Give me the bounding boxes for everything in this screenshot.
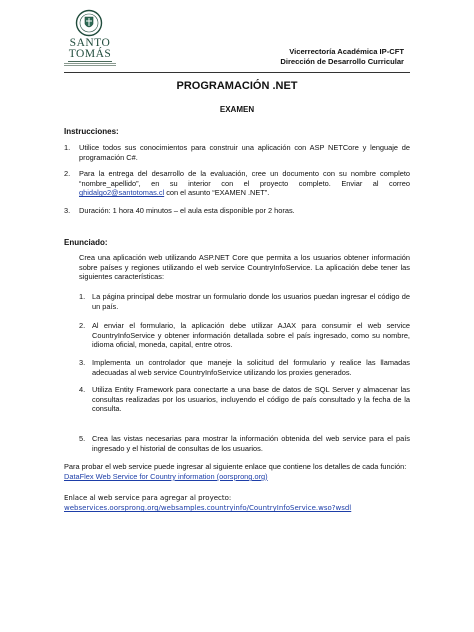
- document-title: PROGRAMACIÓN .NET: [176, 80, 298, 92]
- instruction-item-3: Duración: 1 hora 40 minutos – el aula esta disponible por 2 horas.: [79, 206, 295, 215]
- header-direccion: Dirección de Desarrollo Curricular: [280, 57, 404, 66]
- instructions-heading: Instrucciones:: [64, 127, 119, 136]
- instruction-number: 3.: [64, 206, 71, 215]
- logo-subtitle-lines: [64, 63, 116, 67]
- wsdl-link[interactable]: webservices.oorsprong.org/websamples.countryinfo/CountryInfoService.wso?wsdl: [64, 504, 352, 512]
- enunciado-heading: Enunciado:: [64, 238, 108, 247]
- requirement-number: 4.: [79, 385, 86, 394]
- instruction-number: 1.: [64, 143, 71, 152]
- requirement-number: 2.: [79, 321, 86, 330]
- header-divider: [64, 72, 410, 73]
- requirement-item-2: Al enviar el formulario, la aplicación debe utilizar AJAX para consumir el web service CountryInfoService y obtener información detallada sobre el país ingresado, como su nombre, idioma oficial, moneda, capital, entre otros.: [92, 321, 410, 350]
- instruction-number: 2.: [64, 169, 71, 178]
- add-webservice-text: Enlace al web service para agregar al proyecto:: [64, 494, 232, 502]
- dataflex-web-service-link[interactable]: DataFlex Web Service for Country information (oorsprong.org): [64, 472, 268, 481]
- requirement-item-4: Utiliza Entity Framework para conectarte a una base de datos de SQL Server y almacenar las consultas realizadas por los usuarios, incluyendo el código de país consultado y la fecha de la consulta.: [92, 385, 410, 414]
- instruction-item-1: Utilice todos sus conocimientos para construir una aplicación con ASP NETCore y lenguaje de programación C#.: [79, 143, 410, 162]
- header-vicerrectoria: Vicerrectoría Académica IP-CFT: [289, 47, 404, 56]
- requirement-number: 1.: [79, 292, 86, 301]
- santo-tomas-seal-icon: [75, 9, 103, 37]
- requirement-item-5: Crea las vistas necesarias para mostrar la información obtenida del web service para el país ingresado y el historial de consultas de los usuarios.: [92, 434, 410, 453]
- requirement-item-1: La página principal debe mostrar un formulario donde los usuarios puedan ingresar el código de un país.: [92, 292, 410, 311]
- requirement-number: 3.: [79, 358, 86, 367]
- requirement-number: 5.: [79, 434, 86, 443]
- logo-wordmark: SANTO TOMÁS: [68, 37, 112, 60]
- email-link[interactable]: ghidalgo2@santotomas.cl: [79, 188, 165, 198]
- requirement-item-3: Implementa un controlador que maneje la solicitud del formulario y realice las llamadas adecuadas al web service CountryInfoService utilizando los proxies generados.: [92, 358, 410, 377]
- test-instructions: Para probar el web service puede ingresar al siguiente enlace que contiene los detalles de cada función:: [64, 462, 407, 471]
- logo-divider: [68, 61, 112, 62]
- enunciado-intro: Crea una aplicación web utilizando ASP.NET Core que permita a los usuarios obtener información sobre países y regiones utilizando el web service CountryInfoService. La aplicación debe tener las siguientes características:: [79, 253, 410, 282]
- document-subtitle: EXAMEN: [219, 105, 255, 114]
- instruction-item-2: Para la entrega del desarrollo de la evaluación, cree un documento con su nombre completo “nombre_apellido”, en su interior con el proyecto completo. Enviar al correo ghidalgo2@santotomas.cl con el asunto “EXAMEN .NET”.: [79, 169, 410, 198]
